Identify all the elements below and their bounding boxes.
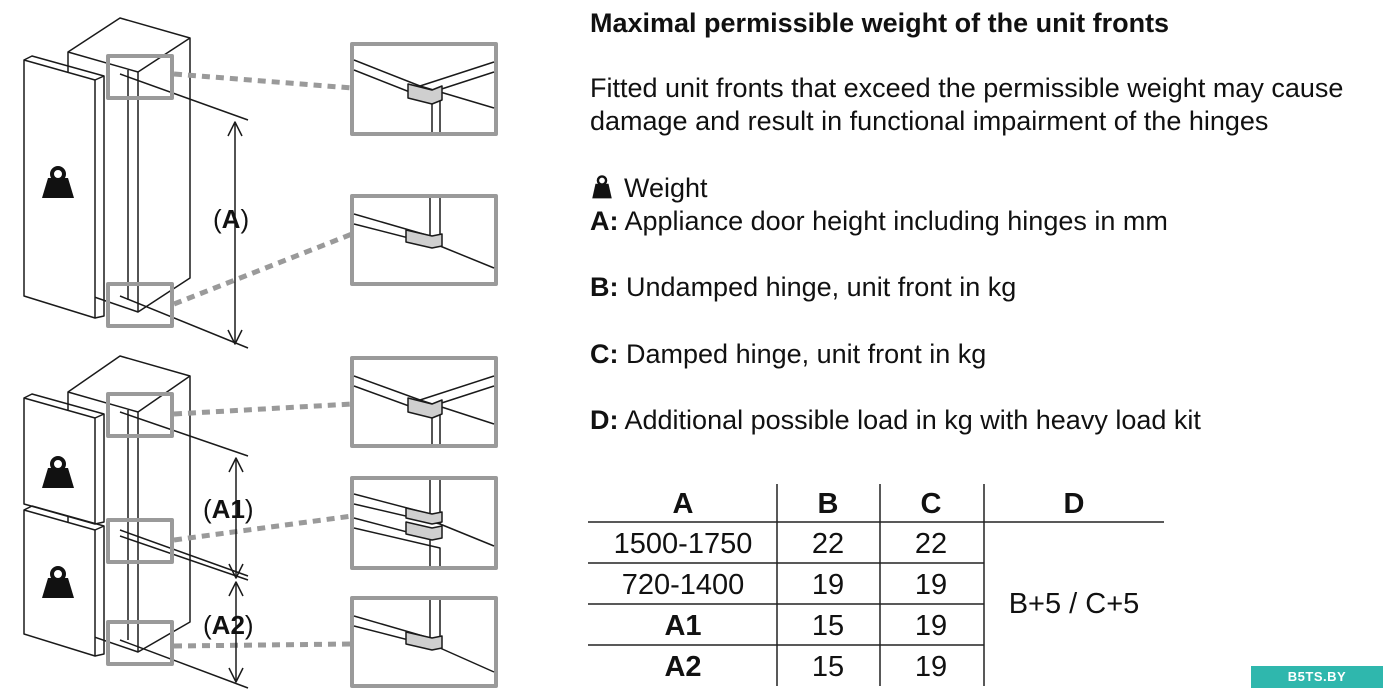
legend-text: Damped hinge, unit front in kg: [626, 339, 987, 369]
legend-key: B:: [590, 272, 619, 302]
cell-c: 19: [914, 569, 948, 601]
header-b: B: [817, 488, 839, 520]
dimension-label-a: (A): [213, 204, 250, 234]
dimension-label-a1: (A1): [203, 494, 254, 524]
legend-key: A:: [590, 206, 619, 236]
cell-a: A1: [664, 610, 702, 642]
legend-text: Appliance door height including hinges in mm: [624, 206, 1168, 236]
hinge-detail-4: [352, 478, 496, 568]
installation-diagram: [0, 0, 580, 700]
legend-item-b: [590, 271, 1016, 304]
single-door-appliance: [24, 18, 352, 348]
legend-weight-text: Weight: [624, 173, 708, 203]
cell-c: 19: [914, 610, 948, 642]
legend-key: D:: [590, 405, 619, 435]
weight-table-grid: [588, 484, 1168, 686]
legend-weight: [590, 172, 708, 205]
legend-item-c: [590, 338, 986, 371]
two-door-appliance: [24, 356, 352, 688]
hinge-detail-2: [352, 196, 496, 284]
cell-d-merged: B+5 / C+5: [1008, 588, 1140, 620]
cell-b: 22: [811, 528, 845, 560]
hinge-detail-1: [352, 44, 496, 134]
cell-c: 19: [914, 651, 948, 683]
intro-text: Fitted unit fronts that exceed the permissible weight may cause damage and result in functional impairment of the hinges: [590, 73, 1344, 136]
cell-b: 15: [811, 610, 845, 642]
cell-b: 19: [811, 569, 845, 601]
cell-c: 22: [914, 528, 948, 560]
watermark-logo: B5TS.BY: [1251, 666, 1383, 688]
header-c: C: [920, 488, 942, 520]
legend-text: Additional possible load in kg with heavy load kit: [624, 405, 1201, 435]
header-d: D: [1063, 488, 1085, 520]
weight-icon: [590, 174, 614, 200]
cell-a: 1500-1750: [613, 528, 753, 560]
cell-a: 720-1400: [621, 569, 745, 601]
hinge-detail-3: [352, 358, 496, 446]
legend-item-d: [590, 404, 1201, 437]
dimension-label-a2: (A2): [203, 610, 254, 640]
header-a: A: [672, 488, 694, 520]
page-title: Maximal permissible weight of the unit fronts: [590, 8, 1170, 38]
cell-a: A2: [664, 651, 702, 683]
legend-text: Undamped hinge, unit front in kg: [626, 272, 1017, 302]
hinge-detail-5: [352, 598, 496, 686]
legend-item-a: [590, 205, 1168, 238]
weight-table: [588, 484, 1168, 686]
legend-key: C:: [590, 339, 619, 369]
cell-b: 15: [811, 651, 845, 683]
